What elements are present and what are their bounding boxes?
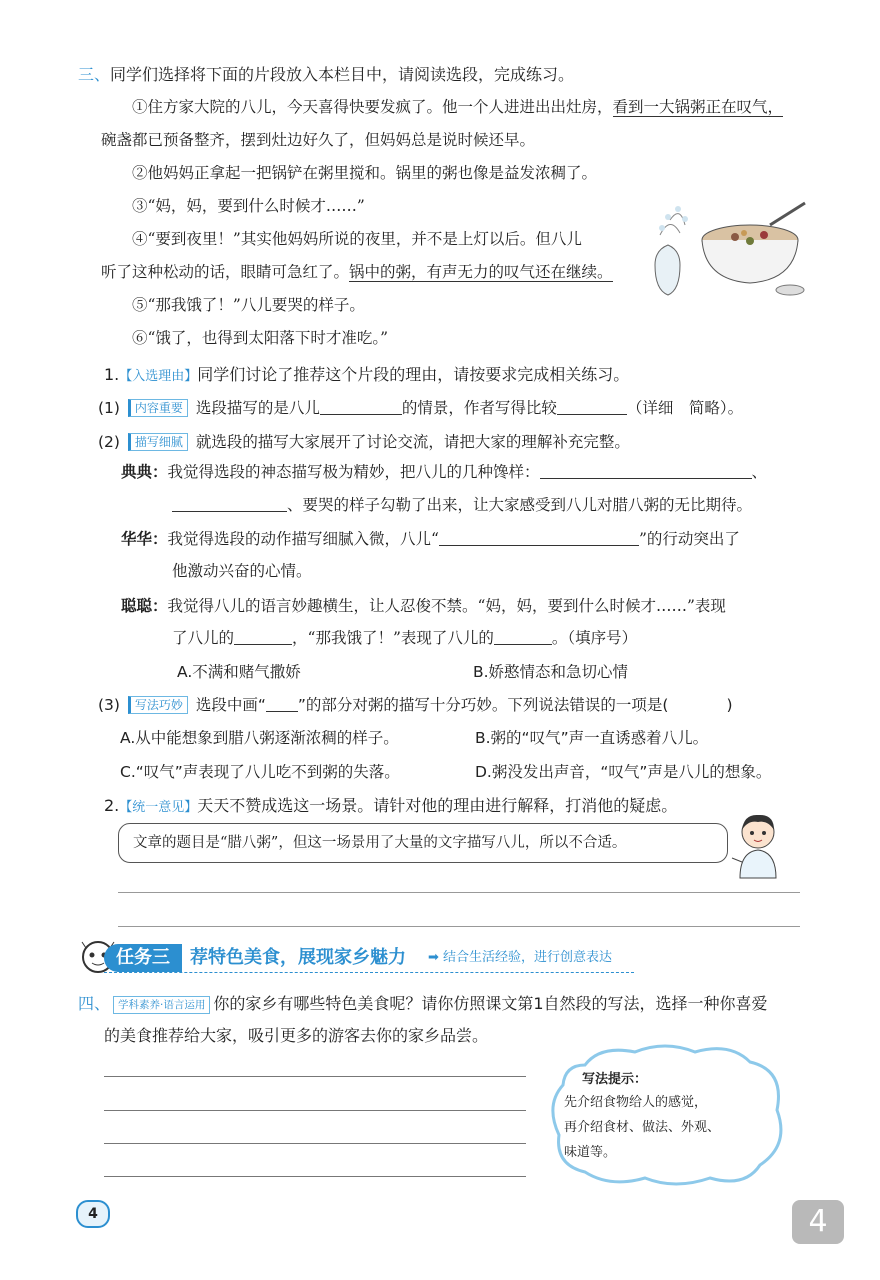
passage-p1-line1 (132, 97, 783, 117)
sub-text: 选段描写的是八儿 (195, 399, 320, 417)
sub-text: ”的部分对粥的描写十分巧妙。下列说法错误的一项是( (297, 696, 669, 714)
underline-sample (266, 695, 298, 712)
speaker-name: 典典： (121, 463, 168, 481)
underlined-sentence-2: 锅中的粥，有声无力的叹气还在继续。 (349, 263, 613, 281)
speech-text: ”的行动突出了 (638, 530, 740, 548)
task-subtitle-text: 结合生活经验，进行创意表达 (443, 950, 613, 965)
answer-blank[interactable] (494, 628, 552, 645)
answer-blank[interactable] (234, 628, 292, 645)
speaker-name: 华华： (121, 530, 168, 548)
sub-number: (1) (98, 399, 120, 417)
sub-number: (2) (98, 433, 120, 451)
q2-tag: 【统一意见】 (119, 800, 198, 815)
section3-number: 三、 (78, 65, 111, 84)
sub-tag: 描写细腻 (128, 433, 188, 451)
q2-text: 天天不赞成选这一场景。请针对他的理由进行解释，打消他的疑虑。 (197, 796, 678, 815)
sub-text: 的情景，作者写得比较 (401, 399, 557, 417)
choice-c[interactable]: C.“叹气”声表现了八儿吃不到粥的失落。 (120, 763, 400, 781)
tip-line3: 味道等。 (564, 1145, 617, 1160)
writing-line[interactable] (104, 1110, 526, 1111)
section4-text: 你的家乡有哪些特色美食呢？请你仿照课文第1自然段的写法，选择一种你喜爱 (213, 994, 768, 1013)
passage-p3: ③“妈，妈，要到什么时候才……” (132, 197, 365, 215)
passage-text: ①住方家大院的八儿，今天喜得快要发疯了。他一个人进进出出灶房， (132, 98, 613, 116)
section4-line2: 的美食推荐给大家，吸引更多的游客去你的家乡品尝。 (104, 1026, 489, 1045)
dd-line1 (121, 462, 767, 482)
writing-line[interactable] (104, 1076, 526, 1077)
passage-p4-line1: ④“要到夜里！”其实他妈妈所说的夜里，并不是上灯以后。但八儿 (132, 230, 582, 248)
q1-sub2 (98, 430, 630, 452)
boy-character-illustration (728, 810, 788, 880)
section3-heading (78, 62, 574, 85)
speech-text: 我觉得八儿的语言妙趣横生，让人忍俊不禁。“妈，妈，要到什么时候才……”表现 (167, 597, 726, 615)
q1-tag: 【入选理由】 (119, 369, 198, 384)
choice-d[interactable]: D.粥没发出声音，“叹气”声是八儿的想象。 (475, 763, 772, 781)
option-b[interactable]: B.娇憨情态和急切心情 (473, 663, 629, 681)
section4-line1 (78, 991, 768, 1014)
arrow-right-icon: ➡ (428, 950, 439, 965)
speech-text: ，“那我饿了！”表现了八儿的 (292, 629, 494, 647)
hh-line2: 他激动兴奋的心情。 (172, 562, 312, 580)
sub-text: 选段中画“ (195, 696, 266, 714)
dd-line2 (172, 495, 752, 515)
answer-blank[interactable] (540, 462, 752, 479)
choice-b[interactable]: B.粥的“叹气”声一直诱惑着八儿。 (475, 729, 709, 747)
sub-text: ) (726, 696, 733, 714)
passage-text: 听了这种松动的话，眼睛可急红了。 (101, 263, 350, 281)
page-number-tab: 4 (792, 1200, 844, 1244)
passage-p6: ⑥“饿了，也得到太阳落下时才准吃。” (132, 329, 389, 347)
task-subtitle (428, 946, 612, 970)
q1-heading (104, 362, 629, 385)
speech-text: 。（填序号） (551, 629, 638, 647)
writing-line[interactable] (104, 1143, 526, 1144)
section4-number: 四、 (78, 994, 111, 1013)
passage-p4-line2 (101, 262, 613, 282)
q1-number: 1. (104, 365, 120, 384)
tip-line1: 先介绍食物给人的感觉， (564, 1095, 708, 1110)
q1-sub1 (98, 396, 743, 418)
q1-text: 同学们讨论了推荐这个片段的理由，请按要求完成相关练习。 (197, 365, 630, 384)
sub-number: (3) (98, 696, 120, 714)
passage-p5: ⑤“那我饿了！”八儿要哭的样子。 (132, 296, 365, 314)
answer-blank[interactable] (439, 529, 639, 546)
answer-line[interactable] (118, 926, 800, 927)
sub-tag: 写法巧妙 (128, 696, 188, 714)
sub-tag: 内容重要 (128, 399, 188, 417)
task-title: 荐特色美食，展现家乡魅力 (190, 947, 406, 968)
speech-text: 我觉得选段的动作描写细腻入微，八儿“ (167, 530, 439, 548)
tip-cloud-shape (545, 1040, 795, 1190)
passage-p2: ②他妈妈正拿起一把锅铲在粥里搅和。锅里的粥也像是益发浓稠了。 (132, 164, 598, 182)
option-a[interactable]: A.不满和赌气撒娇 (177, 663, 301, 681)
section3-title: 同学们选择将下面的片段放入本栏目中，请阅读选段，完成练习。 (110, 65, 575, 84)
choice-a[interactable]: A.从中能想象到腊八粥逐渐浓稠的样子。 (120, 729, 399, 747)
q2-number: 2. (104, 796, 120, 815)
writing-line[interactable] (104, 1176, 526, 1177)
task-label: 任务三 (104, 944, 182, 972)
page-number-badge: 4 (76, 1200, 110, 1228)
tip-line2: 再介绍食材、做法、外观、 (564, 1120, 721, 1135)
speech-bubble (118, 823, 728, 863)
speech-text: 、要哭的样子勾勒了出来，让大家感受到八儿对腊八粥的无比期待。 (287, 496, 753, 514)
sub-text: （详细 简略）。 (626, 399, 744, 417)
passage-p1-line2: 碗盏都已预备整齐，摆到灶边好久了，但妈妈总是说时候还早。 (101, 131, 536, 149)
bubble-text: 文章的题目是“腊八粥”，但这一场景用了大量的文字描写八儿，所以不合适。 (133, 835, 627, 851)
q2-heading (104, 793, 677, 816)
answer-blank[interactable] (172, 495, 287, 512)
cc-line2 (172, 628, 637, 648)
speaker-name: 聪聪： (121, 597, 168, 615)
underlined-sentence-1: 看到一大锅粥正在叹气， (612, 98, 784, 116)
hh-line1 (121, 529, 740, 549)
speech-text: 、 (751, 463, 768, 481)
task-divider (104, 972, 634, 973)
q1-sub3 (98, 693, 733, 715)
answer-blank[interactable] (557, 398, 627, 415)
section4-tag: 学科素养·语言运用 (113, 996, 210, 1014)
speech-text: 了八儿的 (172, 629, 235, 647)
answer-blank[interactable] (320, 398, 402, 415)
congee-bowl-illustration (640, 195, 810, 305)
tip-title: 写法提示： (582, 1072, 648, 1087)
cc-line1 (121, 596, 726, 616)
sub-text: 就选段的描写大家展开了讨论交流，请把大家的理解补充完整。 (195, 433, 630, 451)
speech-text: 我觉得选段的神态描写极为精妙，把八儿的几种馋样： (167, 463, 540, 481)
answer-line[interactable] (118, 892, 800, 893)
